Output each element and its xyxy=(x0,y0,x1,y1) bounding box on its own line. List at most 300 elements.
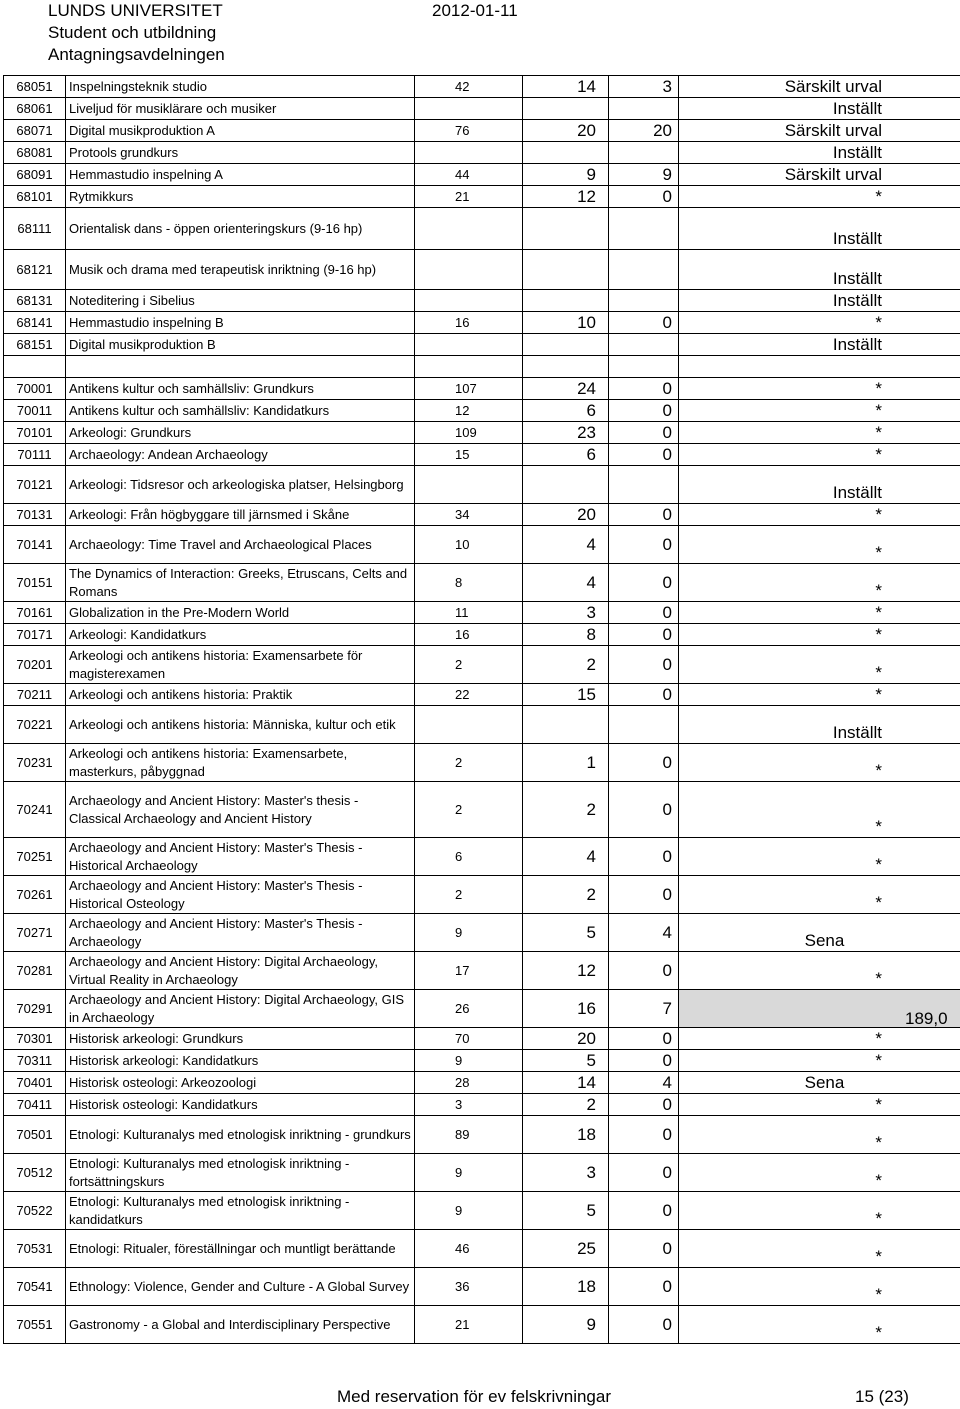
course-status: * xyxy=(679,876,960,914)
table-row xyxy=(4,1154,960,1192)
table-row xyxy=(4,98,960,120)
course-code: 68061 xyxy=(4,98,66,120)
course-status: * xyxy=(679,1230,960,1268)
admitted-count: 14 xyxy=(523,1072,609,1094)
applicants-count: 42 xyxy=(415,76,523,98)
course-name: Historisk arkeologi: Kandidatkurs xyxy=(66,1050,415,1072)
course-name: Globalization in the Pre-Modern World xyxy=(66,602,415,624)
course-name: Hemmastudio inspelning A xyxy=(66,164,415,186)
course-code: 70121 xyxy=(4,466,66,504)
admitted-count: 12 xyxy=(523,952,609,990)
course-status: * xyxy=(679,646,960,684)
table-row xyxy=(4,1268,960,1306)
table-row xyxy=(4,952,960,990)
course-status: * xyxy=(679,1192,960,1230)
admitted-count: 15 xyxy=(523,684,609,706)
course-code: 70261 xyxy=(4,876,66,914)
course-status: Inställt xyxy=(679,250,960,290)
applicants-count: 46 xyxy=(415,1230,523,1268)
course-status: * xyxy=(679,400,960,422)
course-name: Historisk osteologi: Arkeozoologi xyxy=(66,1072,415,1094)
applicants-count: 2 xyxy=(415,782,523,838)
table-row xyxy=(4,684,960,706)
applicants-count: 9 xyxy=(415,1192,523,1230)
course-code: 68111 xyxy=(4,208,66,250)
applicants-count xyxy=(415,208,523,250)
course-name: Inspelningsteknik studio xyxy=(66,76,415,98)
applicants-count xyxy=(415,98,523,120)
course-code: 70522 xyxy=(4,1192,66,1230)
applicants-count: 22 xyxy=(415,684,523,706)
table-row xyxy=(4,1306,960,1344)
course-status: Sena xyxy=(679,914,960,952)
course-name: Archaeology and Ancient History: Master's Thesis - Historical Archaeology xyxy=(66,838,415,876)
course-code: 68071 xyxy=(4,120,66,142)
applicants-count: 2 xyxy=(415,744,523,782)
course-code: 68121 xyxy=(4,250,66,290)
course-status: Inställt xyxy=(679,290,960,312)
applicants-count: 76 xyxy=(415,120,523,142)
admitted-count: 4 xyxy=(523,564,609,602)
applicants-count: 21 xyxy=(415,186,523,208)
reserve-count: 0 xyxy=(609,624,679,646)
table-row xyxy=(4,624,960,646)
course-table xyxy=(3,75,960,1344)
applicants-count: 17 xyxy=(415,952,523,990)
course-name: Gastronomy - a Global and Interdisciplinary Perspective xyxy=(66,1306,415,1344)
course-code: 70161 xyxy=(4,602,66,624)
admitted-count: 18 xyxy=(523,1116,609,1154)
course-code: 70131 xyxy=(4,504,66,526)
course-code: 70271 xyxy=(4,914,66,952)
table-row xyxy=(4,1028,960,1050)
admitted-count: 5 xyxy=(523,1050,609,1072)
admitted-count xyxy=(523,334,609,356)
course-status: * xyxy=(679,1050,960,1072)
applicants-count: 2 xyxy=(415,876,523,914)
applicants-count xyxy=(415,290,523,312)
admitted-count: 2 xyxy=(523,646,609,684)
course-status: * xyxy=(679,504,960,526)
course-name: Arkeologi: Grundkurs xyxy=(66,422,415,444)
course-name: Archaeology and Ancient History: Master's thesis - Classical Archaeology and Ancient History xyxy=(66,782,415,838)
table-row xyxy=(4,164,960,186)
table-row xyxy=(4,1116,960,1154)
applicants-count: 2 xyxy=(415,646,523,684)
course-status: * xyxy=(679,1028,960,1050)
reserve-count: 0 xyxy=(609,564,679,602)
applicants-count xyxy=(415,356,523,378)
reserve-count xyxy=(609,290,679,312)
applicants-count: 28 xyxy=(415,1072,523,1094)
reserve-count: 0 xyxy=(609,744,679,782)
admitted-count xyxy=(523,706,609,744)
course-code: 68081 xyxy=(4,142,66,164)
course-code: 70001 xyxy=(4,378,66,400)
course-code: 70101 xyxy=(4,422,66,444)
reserve-count xyxy=(609,334,679,356)
office-name: Antagningsavdelningen xyxy=(48,45,225,64)
table-row xyxy=(4,876,960,914)
admitted-count: 24 xyxy=(523,378,609,400)
course-name: Archaeology and Ancient History: Master's Thesis - Historical Osteology xyxy=(66,876,415,914)
reserve-count: 0 xyxy=(609,1268,679,1306)
course-name: Archaeology: Andean Archaeology xyxy=(66,444,415,466)
course-status: * xyxy=(679,782,960,838)
course-code: 70221 xyxy=(4,706,66,744)
reserve-count: 0 xyxy=(609,646,679,684)
table-row xyxy=(4,564,960,602)
footer-disclaimer: Med reservation för ev felskrivningar xyxy=(337,1387,612,1406)
course-status: * xyxy=(679,422,960,444)
table-row xyxy=(4,120,960,142)
table-row xyxy=(4,422,960,444)
table-row xyxy=(4,76,960,98)
course-status: * xyxy=(679,1306,960,1344)
table-row xyxy=(4,1094,960,1116)
course-name: Antikens kultur och samhällsliv: Grundkurs xyxy=(66,378,415,400)
admitted-count: 10 xyxy=(523,312,609,334)
applicants-count xyxy=(415,142,523,164)
table-row xyxy=(4,990,960,1028)
department-name: Student och utbildning xyxy=(48,23,217,42)
admitted-count xyxy=(523,142,609,164)
course-status: Särskilt urval xyxy=(679,76,960,98)
course-name: Orientalisk dans - öppen orienteringskurs (9-16 hp) xyxy=(66,208,415,250)
table-row xyxy=(4,504,960,526)
reserve-count: 0 xyxy=(609,526,679,564)
course-name: Archaeology and Ancient History: Master's Thesis - Archaeology xyxy=(66,914,415,952)
course-name: Antikens kultur och samhällsliv: Kandidatkurs xyxy=(66,400,415,422)
course-code: 70211 xyxy=(4,684,66,706)
course-status: Särskilt urval xyxy=(679,164,960,186)
course-code: 70151 xyxy=(4,564,66,602)
table-row xyxy=(4,208,960,250)
table-row xyxy=(4,400,960,422)
course-name: Arkeologi: Kandidatkurs xyxy=(66,624,415,646)
reserve-count xyxy=(609,250,679,290)
course-name: Rytmikkurs xyxy=(66,186,415,208)
reserve-count xyxy=(609,356,679,378)
course-code: 70401 xyxy=(4,1072,66,1094)
applicants-count: 12 xyxy=(415,400,523,422)
course-status: * xyxy=(679,312,960,334)
admitted-count: 12 xyxy=(523,186,609,208)
table-row xyxy=(4,444,960,466)
applicants-count: 16 xyxy=(415,624,523,646)
course-code: 68101 xyxy=(4,186,66,208)
table-row xyxy=(4,838,960,876)
table-row xyxy=(4,186,960,208)
admitted-count: 4 xyxy=(523,838,609,876)
reserve-count xyxy=(609,466,679,504)
admitted-count: 2 xyxy=(523,876,609,914)
course-name: Digital musikproduktion A xyxy=(66,120,415,142)
admitted-count xyxy=(523,290,609,312)
admitted-count: 6 xyxy=(523,400,609,422)
admitted-count: 3 xyxy=(523,1154,609,1192)
course-code: 70541 xyxy=(4,1268,66,1306)
page-number: 15 (23) xyxy=(855,1387,909,1406)
table-row xyxy=(4,466,960,504)
admitted-count: 9 xyxy=(523,164,609,186)
course-code: 70411 xyxy=(4,1094,66,1116)
table-row xyxy=(4,142,960,164)
admitted-count: 5 xyxy=(523,914,609,952)
course-code xyxy=(4,356,66,378)
admitted-count: 3 xyxy=(523,602,609,624)
course-name: Archaeology and Ancient History: Digital Archaeology, Virtual Reality in Archaeology xyxy=(66,952,415,990)
course-name: Historisk osteologi: Kandidatkurs xyxy=(66,1094,415,1116)
applicants-count: 9 xyxy=(415,1050,523,1072)
course-name: Protools grundkurs xyxy=(66,142,415,164)
reserve-count xyxy=(609,208,679,250)
course-name: Ethnology: Violence, Gender and Culture - A Global Survey xyxy=(66,1268,415,1306)
reserve-count: 0 xyxy=(609,422,679,444)
admitted-count xyxy=(523,208,609,250)
course-status: * xyxy=(679,744,960,782)
document-date: 2012-01-11 xyxy=(432,1,518,20)
course-status: * xyxy=(679,186,960,208)
applicants-count: 16 xyxy=(415,312,523,334)
course-status: Inställt xyxy=(679,706,960,744)
reserve-count: 0 xyxy=(609,602,679,624)
reserve-count: 0 xyxy=(609,1050,679,1072)
course-code: 70551 xyxy=(4,1306,66,1344)
admitted-count: 20 xyxy=(523,504,609,526)
course-code: 70111 xyxy=(4,444,66,466)
course-code: 68141 xyxy=(4,312,66,334)
reserve-count: 3 xyxy=(609,76,679,98)
reserve-count: 9 xyxy=(609,164,679,186)
table-row xyxy=(4,290,960,312)
admitted-count xyxy=(523,356,609,378)
course-name: Arkeologi: Från högbyggare till järnsmed i Skåne xyxy=(66,504,415,526)
course-code: 70011 xyxy=(4,400,66,422)
table-row xyxy=(4,378,960,400)
course-status: * xyxy=(679,838,960,876)
admitted-count: 9 xyxy=(523,1306,609,1344)
admitted-count: 8 xyxy=(523,624,609,646)
reserve-count: 0 xyxy=(609,1306,679,1344)
applicants-count: 8 xyxy=(415,564,523,602)
reserve-count: 4 xyxy=(609,1072,679,1094)
course-status: * xyxy=(679,444,960,466)
reserve-count xyxy=(609,142,679,164)
reserve-count: 0 xyxy=(609,952,679,990)
reserve-count: 4 xyxy=(609,914,679,952)
applicants-count: 6 xyxy=(415,838,523,876)
table-row xyxy=(4,706,960,744)
course-code: 70281 xyxy=(4,952,66,990)
course-status: Inställt xyxy=(679,98,960,120)
course-status: * xyxy=(679,1094,960,1116)
course-code: 68051 xyxy=(4,76,66,98)
course-code: 70301 xyxy=(4,1028,66,1050)
applicants-count: 44 xyxy=(415,164,523,186)
reserve-count: 7 xyxy=(609,990,679,1028)
course-status: Sena xyxy=(679,1072,960,1094)
course-status: * xyxy=(679,1116,960,1154)
admitted-count: 5 xyxy=(523,1192,609,1230)
reserve-count: 0 xyxy=(609,378,679,400)
reserve-count xyxy=(609,98,679,120)
course-code: 70311 xyxy=(4,1050,66,1072)
admitted-count: 20 xyxy=(523,120,609,142)
course-name: Arkeologi och antikens historia: Praktik xyxy=(66,684,415,706)
reserve-count: 0 xyxy=(609,1094,679,1116)
applicants-count xyxy=(415,334,523,356)
table-row xyxy=(4,782,960,838)
table-row xyxy=(4,250,960,290)
applicants-count xyxy=(415,706,523,744)
applicants-count: 36 xyxy=(415,1268,523,1306)
table-row xyxy=(4,744,960,782)
course-code: 70251 xyxy=(4,838,66,876)
course-status: * xyxy=(679,684,960,706)
applicants-count: 15 xyxy=(415,444,523,466)
course-name: Arkeologi och antikens historia: Människa, kultur och etik xyxy=(66,706,415,744)
admitted-count: 20 xyxy=(523,1028,609,1050)
table-row xyxy=(4,602,960,624)
table-row xyxy=(4,1072,960,1094)
applicants-count: 9 xyxy=(415,914,523,952)
applicants-count: 26 xyxy=(415,990,523,1028)
course-code: 70201 xyxy=(4,646,66,684)
reserve-count: 0 xyxy=(609,1116,679,1154)
course-name: Historisk arkeologi: Grundkurs xyxy=(66,1028,415,1050)
reserve-count: 0 xyxy=(609,504,679,526)
course-name: Liveljud för musiklärare och musiker xyxy=(66,98,415,120)
reserve-count: 0 xyxy=(609,782,679,838)
course-status: * xyxy=(679,602,960,624)
course-code: 70241 xyxy=(4,782,66,838)
course-status: * xyxy=(679,1154,960,1192)
reserve-count: 0 xyxy=(609,444,679,466)
course-status: * xyxy=(679,526,960,564)
table-row xyxy=(4,914,960,952)
reserve-count: 0 xyxy=(609,1230,679,1268)
admitted-count xyxy=(523,250,609,290)
course-status: * xyxy=(679,378,960,400)
admitted-count: 6 xyxy=(523,444,609,466)
reserve-count: 0 xyxy=(609,312,679,334)
applicants-count: 109 xyxy=(415,422,523,444)
course-name: Arkeologi och antikens historia: Examensarbete för magisterexamen xyxy=(66,646,415,684)
admitted-count xyxy=(523,98,609,120)
course-code: 68131 xyxy=(4,290,66,312)
course-status: * xyxy=(679,952,960,990)
admitted-count: 1 xyxy=(523,744,609,782)
admitted-count: 14 xyxy=(523,76,609,98)
admitted-count xyxy=(523,466,609,504)
course-name: Noteditering i Sibelius xyxy=(66,290,415,312)
course-status: Inställt xyxy=(679,466,960,504)
course-status xyxy=(679,356,960,378)
course-status: Inställt xyxy=(679,142,960,164)
admitted-count: 18 xyxy=(523,1268,609,1306)
extra-value: 189,0 xyxy=(905,1009,948,1028)
course-name: Hemmastudio inspelning B xyxy=(66,312,415,334)
course-name: The Dynamics of Interaction: Greeks, Etruscans, Celts and Romans xyxy=(66,564,415,602)
document-header xyxy=(48,0,225,66)
applicants-count: 10 xyxy=(415,526,523,564)
course-name: Etnologi: Kulturanalys med etnologisk inriktning - kandidatkurs xyxy=(66,1192,415,1230)
course-name: Arkeologi: Tidsresor och arkeologiska platser, Helsingborg xyxy=(66,466,415,504)
applicants-count xyxy=(415,466,523,504)
course-code: 70512 xyxy=(4,1154,66,1192)
applicants-count: 107 xyxy=(415,378,523,400)
table-row xyxy=(4,1192,960,1230)
admitted-count: 4 xyxy=(523,526,609,564)
course-name: Etnologi: Kulturanalys med etnologisk inriktning - grundkurs xyxy=(66,1116,415,1154)
reserve-count: 0 xyxy=(609,684,679,706)
reserve-count: 0 xyxy=(609,1028,679,1050)
reserve-count xyxy=(609,706,679,744)
admitted-count: 16 xyxy=(523,990,609,1028)
course-name xyxy=(66,356,415,378)
course-code: 70531 xyxy=(4,1230,66,1268)
reserve-count: 0 xyxy=(609,838,679,876)
course-code: 70231 xyxy=(4,744,66,782)
reserve-count: 0 xyxy=(609,1192,679,1230)
applicants-count: 9 xyxy=(415,1154,523,1192)
table-row xyxy=(4,1050,960,1072)
course-name: Etnologi: Ritualer, föreställningar och muntligt berättande xyxy=(66,1230,415,1268)
university-name: LUNDS UNIVERSITET xyxy=(48,1,223,20)
course-code: 68151 xyxy=(4,334,66,356)
course-code: 70291 xyxy=(4,990,66,1028)
course-status: Inställt xyxy=(679,208,960,250)
table-row xyxy=(4,646,960,684)
applicants-count: 70 xyxy=(415,1028,523,1050)
course-status: Särskilt urval xyxy=(679,120,960,142)
applicants-count xyxy=(415,250,523,290)
course-name: Digital musikproduktion B xyxy=(66,334,415,356)
reserve-count: 0 xyxy=(609,186,679,208)
reserve-count: 20 xyxy=(609,120,679,142)
admitted-count: 2 xyxy=(523,782,609,838)
applicants-count: 21 xyxy=(415,1306,523,1344)
admitted-count: 23 xyxy=(523,422,609,444)
course-code: 68091 xyxy=(4,164,66,186)
reserve-count: 0 xyxy=(609,876,679,914)
course-name: Archaeology and Ancient History: Digital Archaeology, GIS in Archaeology xyxy=(66,990,415,1028)
course-status: Inställt xyxy=(679,334,960,356)
applicants-count: 89 xyxy=(415,1116,523,1154)
course-name: Etnologi: Kulturanalys med etnologisk inriktning - fortsättningskurs xyxy=(66,1154,415,1192)
course-name: Archaeology: Time Travel and Archaeological Places xyxy=(66,526,415,564)
course-status: * xyxy=(679,1268,960,1306)
course-name: Arkeologi och antikens historia: Examensarbete, masterkurs, påbyggnad xyxy=(66,744,415,782)
reserve-count: 0 xyxy=(609,400,679,422)
course-status: * xyxy=(679,564,960,602)
course-name: Musik och drama med terapeutisk inriktning (9-16 hp) xyxy=(66,250,415,290)
course-code: 70171 xyxy=(4,624,66,646)
table-row xyxy=(4,334,960,356)
applicants-count: 34 xyxy=(415,504,523,526)
course-code: 70501 xyxy=(4,1116,66,1154)
table-row xyxy=(4,312,960,334)
course-status: * xyxy=(679,624,960,646)
table-row xyxy=(4,356,960,378)
table-row xyxy=(4,1230,960,1268)
course-code: 70141 xyxy=(4,526,66,564)
reserve-count: 0 xyxy=(609,1154,679,1192)
applicants-count: 11 xyxy=(415,602,523,624)
admitted-count: 2 xyxy=(523,1094,609,1116)
table-row xyxy=(4,526,960,564)
